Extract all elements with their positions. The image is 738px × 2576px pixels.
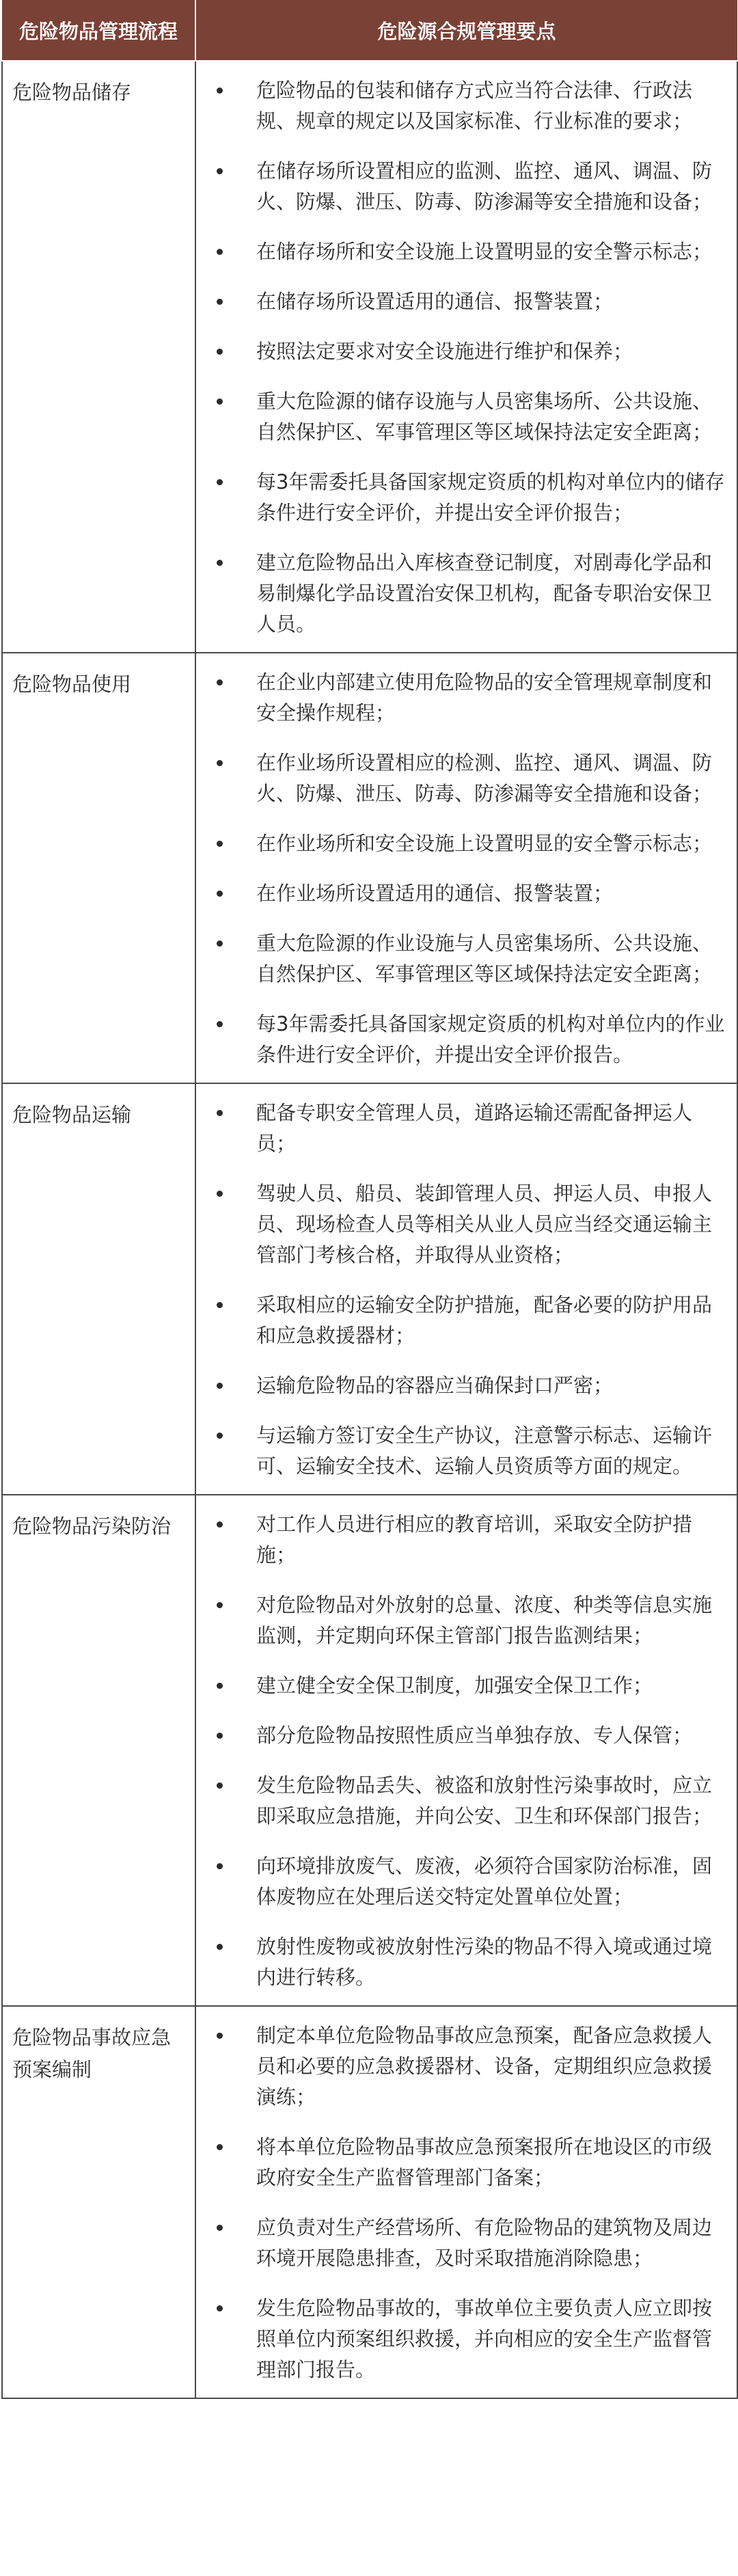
bullet-icon [217,841,223,847]
key-point-text: 运输危险物品的容器应当确保封口严密； [256,1374,614,1397]
key-point-text: 在作业场所和安全设施上设置明显的安全警示标志； [256,832,713,855]
process-category: 危险物品储存 [2,61,195,653]
key-point-text: 每3年需委托具备国家规定资质的机构对单位内的储存条件进行安全评价，并提出安全评价报告； [256,470,725,524]
key-point-text: 发生危险物品丢失、被盗和放射性污染事故时，应立即采取应急措施，并向公安、卫生和环保部门报告； [256,1774,713,1828]
key-point-text: 对危险物品对外放射的总量、浓度、种类等信息实施监测，并定期向环保主管部门报告监测结果； [256,1593,713,1647]
key-point-text: 制定本单位危险物品事故应急预案，配备应急救援人员和必要的应急救援器材、设备，定期组织应急救援演练； [256,2024,713,2109]
list-item [208,2020,726,2113]
bullet-icon [217,1110,223,1116]
bullet-icon [217,2033,223,2039]
key-point-text: 驾驶人员、船员、装卸管理人员、押运人员、申报人员、现场检查人员等相关从业人员应当经交通运输主管部门考核合格，并取得从业资格； [256,1182,713,1266]
list-item [208,1720,726,1751]
bullet-icon [217,940,223,947]
list-item [208,286,726,317]
list-item [208,1009,726,1070]
key-point-text: 部分危险物品按照性质应当单独存放、专人保管； [256,1724,693,1747]
list-item [208,1420,726,1482]
key-point-text: 建立健全安全保卫制度，加强安全保卫工作； [256,1674,653,1697]
process-category: 危险物品事故应急预案编制 [2,2006,195,2398]
key-point-text: 在储存场所设置相应的监测、监控、通风、调温、防火、防爆、泄压、防毒、防渗漏等安全措施和设备； [256,159,713,213]
bullet-icon [217,87,223,94]
key-point-text: 在储存场所和安全设施上设置明显的安全警示标志； [256,240,713,263]
list-item [208,236,726,267]
list-item [208,1178,726,1271]
compliance-table [1,0,738,2399]
list-item [208,1931,726,1993]
key-point-text: 在作业场所设置适用的通信、报警装置； [256,882,614,905]
key-point-text: 每3年需委托具备国家规定资质的机构对单位内的作业条件进行安全评价，并提出安全评价报告。 [256,1012,725,1066]
key-point-text: 重大危险源的储存设施与人员密集场所、公共设施、自然保护区、军事管理区等区域保持法定安全距离； [256,390,713,444]
table-row [2,1495,737,2006]
bullet-icon [217,168,223,174]
table-row [2,1083,737,1495]
bullet-icon [217,249,223,255]
table-header-row [2,0,737,61]
list-item [208,1670,726,1701]
key-point-text: 按照法定要求对安全设施进行维护和保养； [256,340,633,363]
process-category: 危险物品使用 [2,653,195,1083]
key-point-text: 采取相应的运输安全防护措施，配备必要的防护用品和应急救援器材； [256,1293,713,1347]
bullet-icon [217,760,223,766]
list-item [208,547,726,640]
key-point-text: 将本单位危险物品事故应急预案报所在地设区的市级政府安全生产监督管理部门备案； [256,2135,713,2189]
bullet-icon [217,1433,223,1439]
bullet-icon [217,891,223,897]
key-point-text: 应负责对生产经营场所、有危险物品的建筑物及周边环境开展隐患排查，及时采取措施消除隐患； [256,2216,713,2270]
table-body [2,61,737,2398]
list-item [208,386,726,448]
bullet-icon [217,2305,223,2311]
list-item [208,1098,726,1159]
list-item [208,1851,726,1912]
key-points-list [208,2020,726,2385]
key-points-list [208,1509,726,1993]
key-point-text: 在作业场所设置相应的检测、监控、通风、调温、防火、防爆、泄压、防毒、防渗漏等安全措施和设备； [256,751,713,805]
key-point-text: 发生危险物品事故的，事故单位主要负责人应立即按照单位内预案组织救援，并向相应的安全生产监督管理部门报告。 [256,2296,713,2381]
key-point-text: 向环境排放废气、废液，必须符合国家防治标准，固体废物应在处理后送交特定处置单位处置； [256,1854,713,1908]
process-category: 危险物品运输 [2,1083,195,1495]
bullet-icon [217,560,223,566]
list-item [208,75,726,137]
list-item [208,1370,726,1401]
bullet-icon [217,1302,223,1308]
bullet-icon [217,1602,223,1608]
list-item [208,336,726,367]
key-points-list [208,75,726,640]
header-key-points: 危险源合规管理要点 [195,0,737,61]
bullet-icon [217,398,223,405]
bullet-icon [217,1863,223,1869]
key-point-text: 重大危险源的作业设施与人员密集场所、公共设施、自然保护区、军事管理区等区域保持法定安全距离； [256,932,713,986]
list-item [208,2212,726,2274]
bullet-icon [217,679,223,686]
key-point-text: 放射性废物或被放射性污染的物品不得入境或通过境内进行转移。 [256,1935,713,1989]
key-point-text: 与运输方签订安全生产协议，注意警示标志、运输许可、运输安全技术、运输人员资质等方面的规定。 [256,1424,713,1478]
process-category: 危险物品污染防治 [2,1495,195,2006]
list-item [208,1590,726,1651]
bullet-icon [217,1782,223,1789]
key-points-cell [195,61,737,653]
key-point-text: 建立危险物品出入库核查登记制度，对剧毒化学品和易制爆化学品设置治安保卫机构，配备专职治安保卫人员。 [256,551,713,636]
bullet-icon [217,479,223,485]
list-item [208,667,726,729]
key-points-cell [195,1495,737,2006]
bullet-icon [217,1944,223,1950]
bullet-icon [217,2144,223,2150]
list-item [208,1290,726,1351]
bullet-icon [217,299,223,305]
bullet-icon [217,1191,223,1197]
key-point-text: 危险物品的包装和储存方式应当符合法律、行政法规、规章的规定以及国家标准、行业标准的要求； [256,79,693,133]
key-points-cell [195,653,737,1083]
list-item [208,1509,726,1571]
bullet-icon [217,1733,223,1739]
key-point-text: 配备专职安全管理人员，道路运输还需配备押运人员； [256,1101,693,1155]
bullet-icon [217,349,223,355]
bullet-icon [217,1021,223,1027]
key-point-text: 对工作人员进行相应的教育培训，采取安全防护措施； [256,1513,693,1567]
key-points-list [208,667,726,1070]
list-item [208,2132,726,2193]
list-item [208,748,726,809]
table-row [2,2006,737,2398]
bullet-icon [217,1683,223,1689]
bullet-icon [217,1521,223,1528]
key-points-cell [195,1083,737,1495]
list-item [208,878,726,909]
list-item [208,828,726,859]
table-row [2,653,737,1083]
key-point-text: 在企业内部建立使用危险物品的安全管理规章制度和安全操作规程； [256,670,713,724]
list-item [208,928,726,990]
bullet-icon [217,2225,223,2231]
key-point-text: 在储存场所设置适用的通信、报警装置； [256,290,614,313]
list-item [208,156,726,217]
table-row [2,61,737,653]
key-points-list [208,1098,726,1482]
list-item [208,467,726,528]
list-item [208,1770,726,1832]
header-process: 危险物品管理流程 [2,0,195,61]
list-item [208,2293,726,2385]
key-points-cell [195,2006,737,2398]
bullet-icon [217,1383,223,1389]
